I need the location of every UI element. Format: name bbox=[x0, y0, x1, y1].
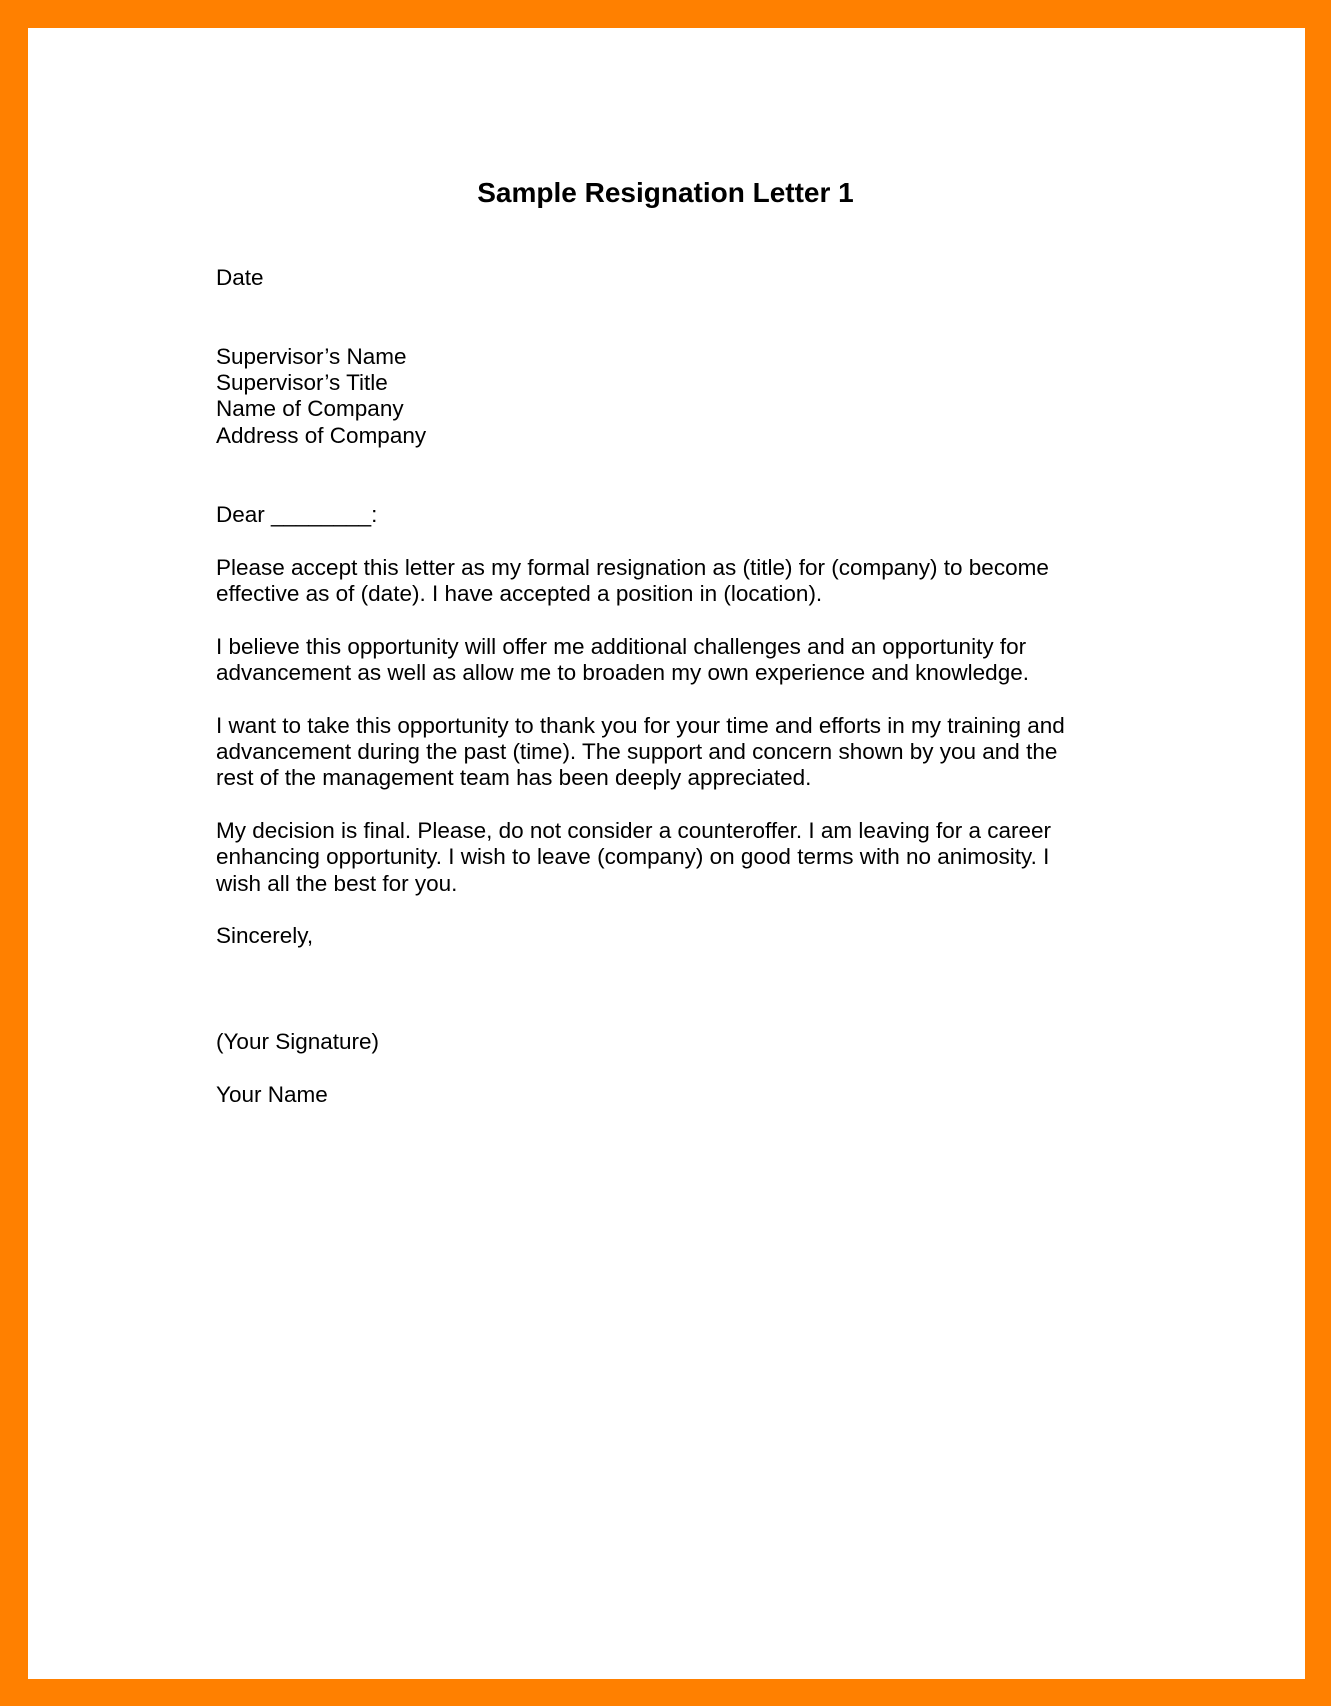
sender-name: Your Name bbox=[216, 1082, 328, 1107]
paragraph-4-line-2: enhancing opportunity. I wish to leave (company) on good terms with no animosity. I bbox=[216, 844, 1050, 869]
letter-title: Sample Resignation Letter 1 bbox=[477, 177, 854, 208]
paragraph-4-line-1: My decision is final. Please, do not consider a counteroffer. I am leaving for a career bbox=[216, 818, 1052, 843]
salutation: Dear ________: bbox=[216, 502, 378, 527]
paragraph-3-line-1: I want to take this opportunity to thank you for your time and efforts in my training and bbox=[216, 713, 1065, 738]
paragraph-3-line-3: rest of the management team has been deeply appreciated. bbox=[216, 765, 812, 790]
recipient-supervisor-name: Supervisor’s Name bbox=[216, 344, 407, 369]
closing: Sincerely, bbox=[216, 923, 314, 948]
paragraph-2-line-2: advancement as well as allow me to broaden my own experience and knowledge. bbox=[216, 660, 1029, 685]
date-line: Date bbox=[216, 265, 264, 290]
paragraph-3-line-2: advancement during the past (time). The support and concern shown by you and the bbox=[216, 739, 1058, 764]
paragraph-2-line-1: I believe this opportunity will offer me additional challenges and an opportunity for bbox=[216, 634, 1027, 659]
recipient-company-name: Name of Company bbox=[216, 396, 404, 421]
signature-placeholder: (Your Signature) bbox=[216, 1029, 380, 1054]
paragraph-1-line-1: Please accept this letter as my formal resignation as (title) for (company) to become bbox=[216, 555, 1049, 580]
paragraph-4-line-3: wish all the best for you. bbox=[216, 871, 458, 896]
recipient-supervisor-title: Supervisor’s Title bbox=[216, 370, 388, 395]
paragraph-1-line-2: effective as of (date). I have accepted a position in (location). bbox=[216, 581, 823, 606]
recipient-company-address: Address of Company bbox=[216, 423, 427, 448]
